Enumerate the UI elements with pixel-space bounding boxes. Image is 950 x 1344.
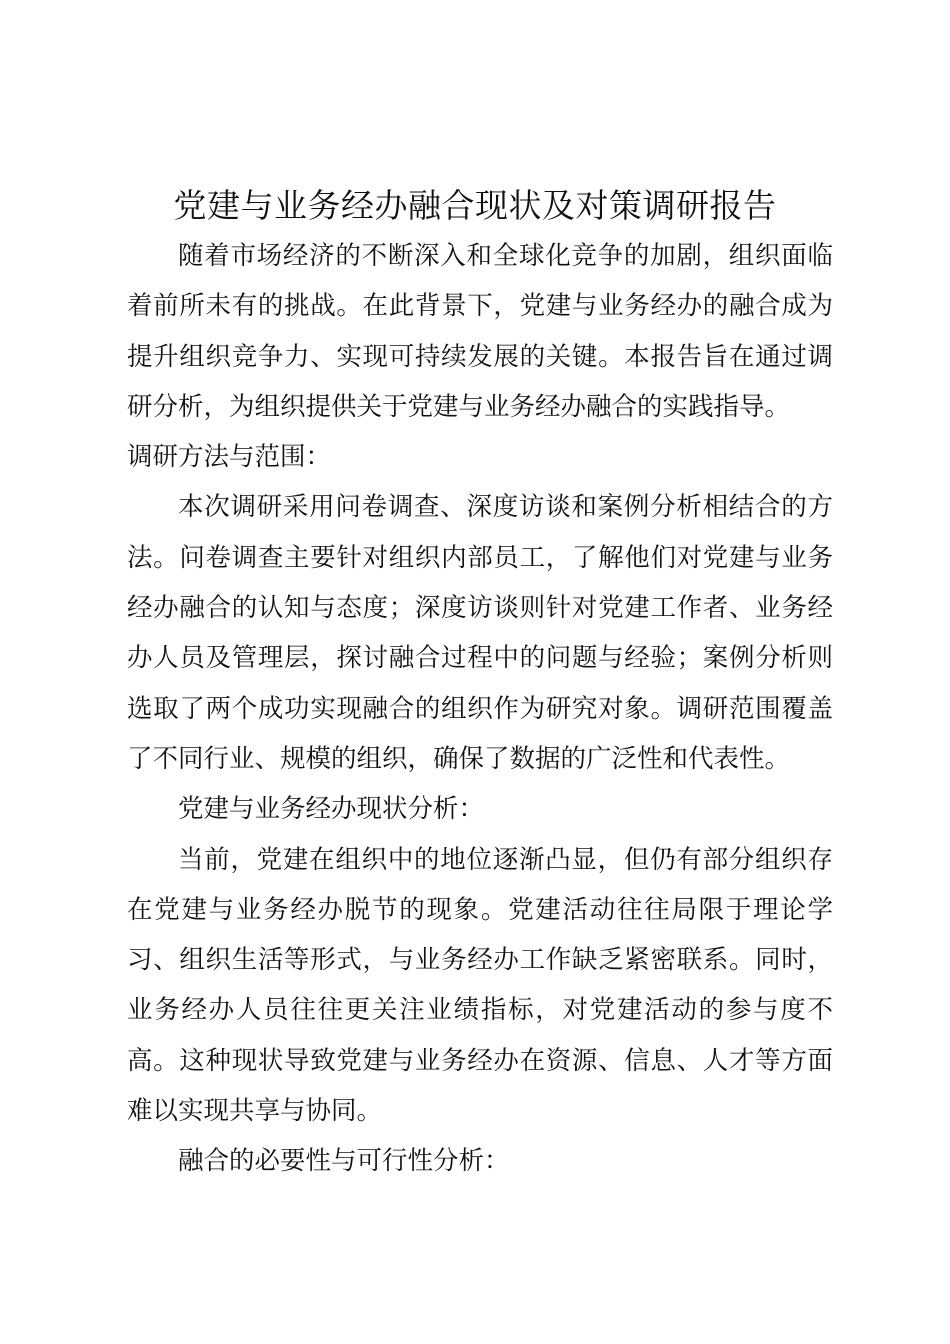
section-heading-status: 党建与业务经办现状分析： [178, 794, 485, 825]
section-heading-necessity: 融合的必要性与可行性分析： [178, 1146, 510, 1177]
paragraph-intro: 随着市场经济的不断深入和全球化竞争的加剧，组织面临着前所未有的挑战。在此背景下，党建与业务经办的融合成为提升组织竞争力、实现可持续发展的关键。本报告旨在通过调研分析，为组织提供关于党建与业务经办融合的实践指导。 [127, 241, 833, 422]
paragraph-status: 当前，党建在组织中的地位逐渐凸显，但仍有部分组织存在党建与业务经办脱节的现象。党建活动往往局限于理论学习、组织生活等形式，与业务经办工作缺乏紧密联系。同时，业务经办人员往往更关注业绩指标，对党建活动的参与度不高。这种现状导致党建与业务经办在资源、信息、人才等方面难以实现共享与协同。 [127, 844, 833, 1127]
paragraph-method: 本次调研采用问卷调查、深度访谈和案例分析相结合的方法。问卷调查主要针对组织内部员工，了解他们对党建与业务经办融合的认知与态度；深度访谈则针对党建工作者、业务经办人员及管理层，探讨融合过程中的问题与经验；案例分析则选取了两个成功实现融合的组织作为研究对象。调研范围覆盖了不同行业、规模的组织，确保了数据的广泛性和代表性。 [127, 492, 833, 774]
document-title: 党建与业务经办融合现状及对策调研报告 [173, 186, 777, 225]
document-body [127, 231, 833, 1187]
section-heading-method: 调研方法与范围： [127, 442, 332, 473]
